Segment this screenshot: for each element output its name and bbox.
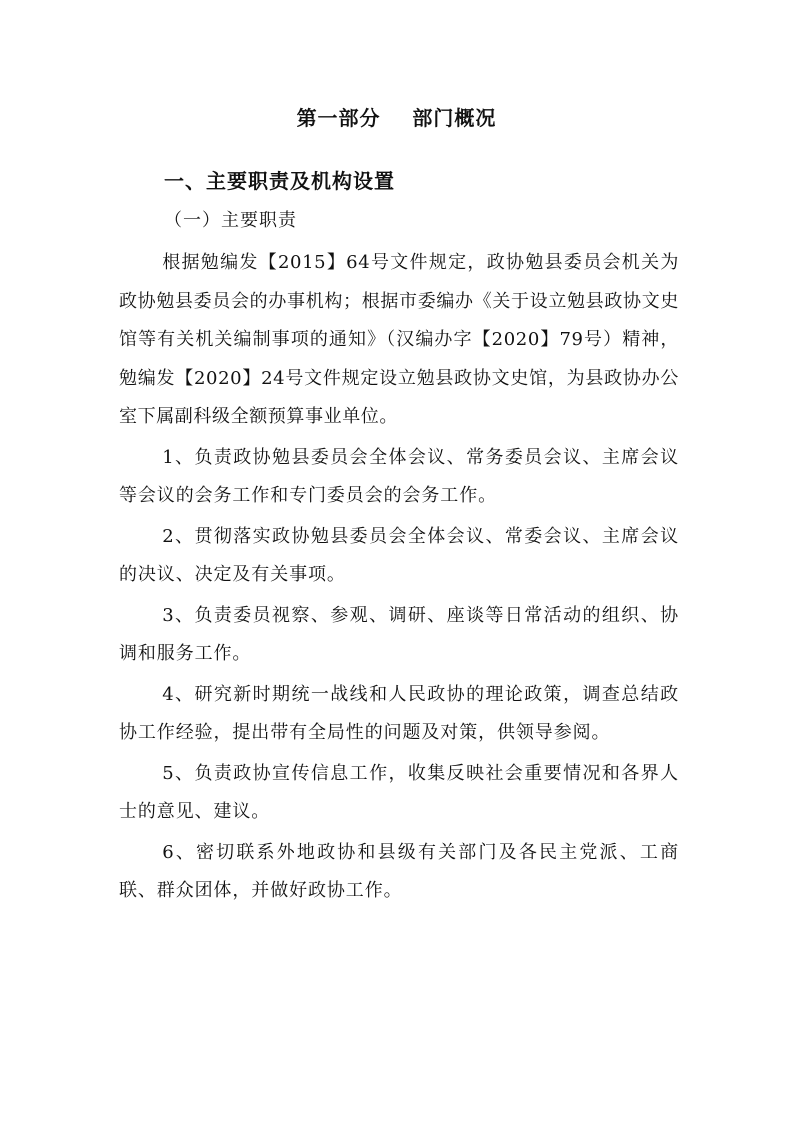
- duty-item-2: 2、贯彻落实政协勉县委员会全体会议、常委会议、主席会议的决议、决定及有关事项。: [119, 525, 679, 585]
- duty-item-4: 4、研究新时期统一战线和人民政协的理论政策，调查总结政协工作经验，提出带有全局性的问题及对策，供领导参阅。: [119, 683, 679, 743]
- duty-item-5: 5、负责政协宣传信息工作，收集反映社会重要情况和各界人士的意见、建议。: [119, 762, 679, 822]
- duty-item-6: 6、密切联系外地政协和县级有关部门及各民主党派、工商联、群众团体，并做好政协工作。: [119, 841, 679, 901]
- document-title: 第一部分 部门概况: [296, 106, 497, 130]
- subsection-heading: （一）主要职责: [164, 210, 297, 231]
- intro-paragraph: 根据勉编发【2015】64号文件规定，政协勉县委员会机关为政协勉县委员会的办事机构；根据市委编办《关于设立勉县政协文史馆等有关机关编制事项的通知》（汉编办字【2020】79号）精神，勉编发【2020】24号文件规定设立勉县政协文史馆，为县政协办公室下属副科级全额预算事业单位。: [119, 252, 679, 427]
- duty-item-3: 3、负责委员视察、参观、调研、座谈等日常活动的组织、协调和服务工作。: [119, 604, 679, 664]
- section-heading: 一、主要职责及机构设置: [164, 169, 395, 193]
- duty-item-1: 1、负责政协勉县委员会全体会议、常务委员会议、主席会议等会议的会务工作和专门委员会的会务工作。: [119, 446, 679, 506]
- document-body: [119, 244, 679, 913]
